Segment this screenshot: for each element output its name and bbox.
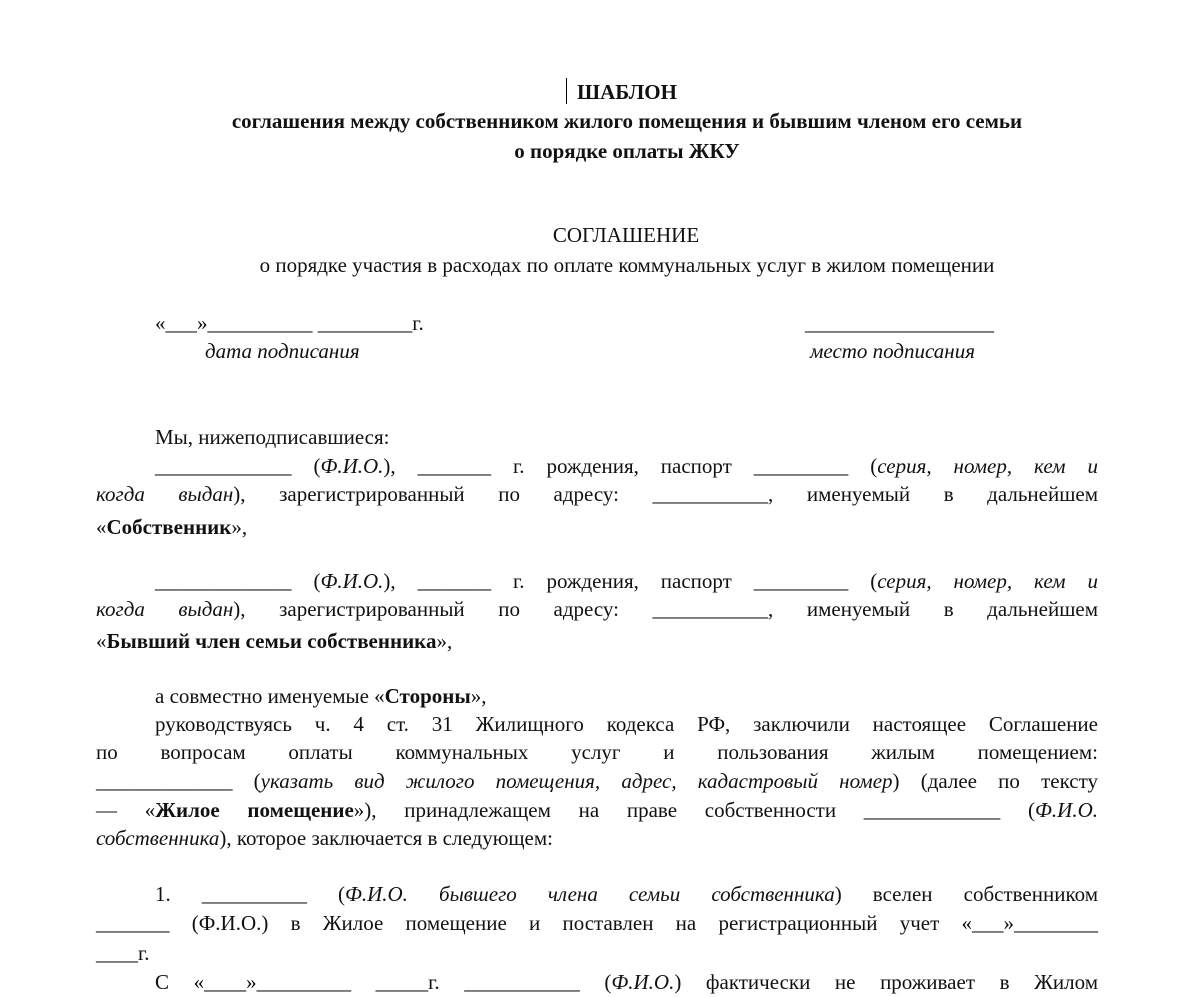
text-segment: когда выдан xyxy=(96,482,234,506)
text-segment: ____г. xyxy=(96,941,150,965)
body-line xyxy=(96,797,1098,823)
text-segment: руководствуясь ч. 4 ст. 31 Жилищного кодекса РФ, заключили настоящее Соглашение xyxy=(155,712,1098,736)
body-line xyxy=(96,481,1098,507)
template-subtitle-2: о порядке оплаты ЖКУ xyxy=(514,139,740,163)
text-segment: Мы, нижеподписавшиеся: xyxy=(155,425,390,449)
text-segment: », xyxy=(470,684,487,708)
text-segment: Стороны xyxy=(384,684,471,708)
text-segment: Жилое помещение xyxy=(155,798,354,822)
text-segment: серия, номер, кем и xyxy=(877,454,1098,478)
text-segment: »), принадлежащем на праве собственности _____________ ( xyxy=(353,798,1036,822)
body-line xyxy=(155,683,487,709)
body-line xyxy=(155,969,1098,995)
body-line xyxy=(96,514,247,540)
text-segment: ), _______ г. рождения, паспорт _________ ( xyxy=(383,454,878,478)
body-line xyxy=(155,568,1098,594)
text-segment: а совместно именуемые « xyxy=(155,684,385,708)
text-segment: серия, номер, кем и xyxy=(877,569,1098,593)
agreement-subtitle: о порядке участия в расходах по оплате коммунальных услуг в жилом помещении xyxy=(259,253,995,277)
body-line xyxy=(96,768,1098,794)
text-segment: Ф.И.О. xyxy=(611,970,675,994)
text-segment: ) вселен собственником xyxy=(834,882,1098,906)
body-line xyxy=(96,596,1098,622)
text-segment: ), которое заключается в следующем: xyxy=(219,826,554,850)
body-line xyxy=(96,940,150,966)
text-segment: ), зарегистрированный по адресу: ___________, именуемый в дальнейшем xyxy=(233,597,1099,621)
text-segment: _____________ ( xyxy=(155,454,321,478)
text-segment: ), _______ г. рождения, паспорт _________ ( xyxy=(383,569,878,593)
template-title: ШАБЛОН xyxy=(577,80,677,104)
body-line xyxy=(96,910,1098,936)
text-segment: собственника xyxy=(96,826,220,850)
place-blank: __________________ xyxy=(805,311,994,335)
text-segment: С «____»_________ _____г. ___________ ( xyxy=(155,970,612,994)
body-line xyxy=(155,424,390,450)
text-segment: ), зарегистрированный по адресу: ___________, именуемый в дальнейшем xyxy=(233,482,1099,506)
date-caption: дата подписания xyxy=(205,339,360,363)
text-segment: _____________ ( xyxy=(155,569,321,593)
text-segment: по вопросам оплаты коммунальных услуг и пользования жилым помещением: xyxy=(96,740,1098,764)
text-segment: Ф.И.О. xyxy=(320,569,384,593)
agreement-title: СОГЛАШЕНИЕ xyxy=(552,223,700,247)
text-segment: », xyxy=(231,515,248,539)
template-subtitle-1: соглашения между собственником жилого помещения и бывшим членом его семьи xyxy=(231,109,1023,133)
body-line xyxy=(96,628,452,654)
body-line xyxy=(155,711,1098,737)
text-segment: « xyxy=(96,629,107,653)
text-segment: Ф.И.О. xyxy=(320,454,384,478)
text-segment: Ф.И.О. бывшего члена семьи собственника xyxy=(344,882,835,906)
text-segment: », xyxy=(436,629,453,653)
text-segment: ) (далее по тексту xyxy=(892,769,1098,793)
text-segment: _______ (Ф.И.О.) в Жилое помещение и поставлен на регистрационный учет «___»________ xyxy=(96,911,1098,935)
text-segment: 1. __________ ( xyxy=(155,882,345,906)
body-line xyxy=(96,825,553,851)
body-line xyxy=(155,881,1098,907)
text-segment: Собственник xyxy=(106,515,232,539)
text-segment: Ф.И.О. xyxy=(1035,798,1098,822)
date-blank: «___»__________ _________г. xyxy=(155,311,424,335)
text-segment: ) фактически не проживает в Жилом xyxy=(674,970,1099,994)
body-line xyxy=(96,739,1098,765)
text-segment: когда выдан xyxy=(96,597,234,621)
text-segment: указать вид жилого помещения, адрес, кадастровый номер xyxy=(260,769,893,793)
text-segment: _____________ ( xyxy=(96,769,261,793)
place-caption: место подписания xyxy=(810,339,975,363)
text-segment: « xyxy=(96,515,107,539)
text-segment: Бывший член семьи собственника xyxy=(106,629,437,653)
text-segment: — « xyxy=(96,798,156,822)
body-line xyxy=(155,453,1098,479)
